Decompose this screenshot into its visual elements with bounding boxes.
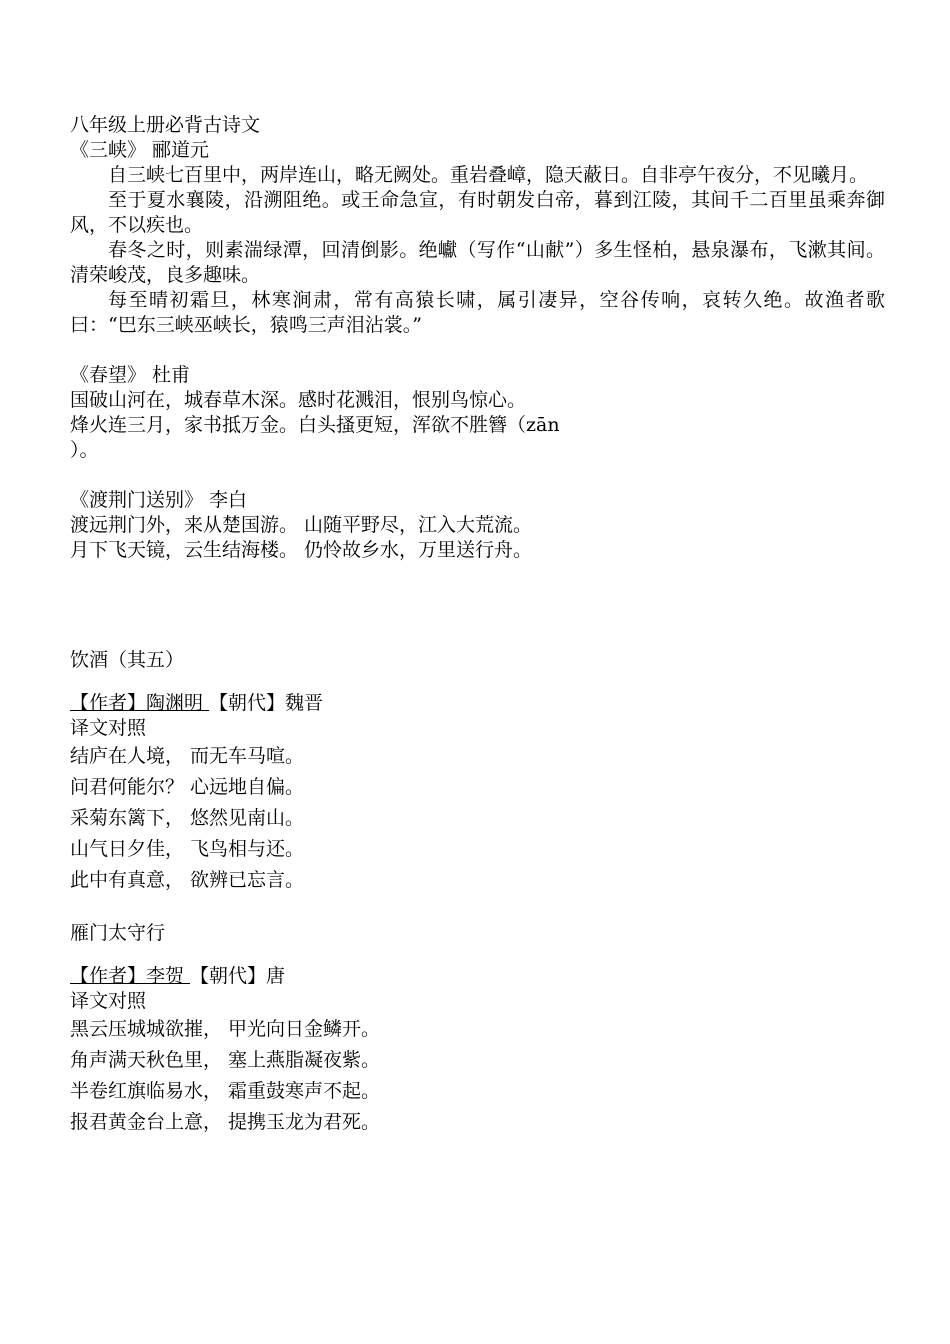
yanmen-line-2: 角声满天秋色里， 塞上燕脂凝夜紫。 xyxy=(70,1049,381,1071)
dujingmen-heading: 《渡荆门送别》 李白 xyxy=(70,489,248,511)
yanmen-title: 雁门太守行 xyxy=(70,922,166,944)
yinjiu-dynasty: 【朝代】魏晋 xyxy=(209,692,324,714)
document-title: 八年级上册必背古诗文 xyxy=(70,114,261,136)
chunwang-line-3: ）。 xyxy=(70,439,99,461)
yinjiu-author-link[interactable]: 【作者】陶渊明 xyxy=(70,692,210,714)
sanxia-paragraph-3: 春冬之时，则素湍绿潭，回清倒影。绝巘（写作“山献”）多生怪柏，悬泉瀑布，飞漱其间。清荣峻茂，良多趣味。 xyxy=(70,239,885,286)
yanmen-meta xyxy=(70,964,885,989)
yinjiu-line-3: 采菊东篱下， 悠然见南山。 xyxy=(70,807,305,829)
yanmen-line-3: 半卷红旗临易水， 霜重鼓寒声不起。 xyxy=(70,1080,381,1102)
yinjiu-line-2: 问君何能尔？ 心远地自偏。 xyxy=(70,776,305,798)
yanmen-author-link[interactable]: 【作者】李贺 xyxy=(70,965,191,987)
chunwang-line-2: 烽火连三月，家书抵万金。白头搔更短，浑欲不胜簪（zān xyxy=(70,414,560,436)
yinjiu-line-5: 此中有真意， 欲辨已忘言。 xyxy=(70,869,305,891)
yinjiu-translation-label: 译文对照 xyxy=(70,717,147,739)
sanxia-heading: 《三峡》 郦道元 xyxy=(70,139,210,161)
dujingmen-line-1: 渡远荆门外，来从楚国游。 山随平野尽，江入大荒流。 xyxy=(70,514,533,536)
dujingmen-line-2: 月下飞天镜，云生结海楼。 仍怜故乡水，万里送行舟。 xyxy=(70,539,533,561)
document-page xyxy=(70,113,885,1138)
yanmen-dynasty: 【朝代】唐 xyxy=(190,965,286,987)
yinjiu-meta xyxy=(70,691,885,716)
sanxia-paragraph-2: 至于夏水襄陵，沿溯阻绝。或王命急宣，有时朝发白帝，暮到江陵，其间千二百里虽乘奔御风，不以疾也。 xyxy=(70,189,885,236)
sanxia-paragraph-4: 每至晴初霜旦，林寒涧肃，常有高猿长啸，属引凄异，空谷传响，哀转久绝。故渔者歌曰：“巴东三峡巫峡长，猿鸣三声泪沾裳。” xyxy=(70,289,885,336)
yinjiu-line-1: 结庐在人境， 而无车马喧。 xyxy=(70,745,305,767)
sanxia-paragraph-1: 自三峡七百里中，两岸连山，略无阙处。重岩叠嶂，隐天蔽日。自非亭午夜分，不见曦月。 xyxy=(108,164,869,186)
yinjiu-title: 饮酒（其五） xyxy=(70,649,185,671)
chunwang-heading: 《春望》 杜甫 xyxy=(70,364,191,386)
yanmen-line-4: 报君黄金台上意， 提携玉龙为君死。 xyxy=(70,1111,381,1133)
yanmen-line-1: 黑云压城城欲摧， 甲光向日金鳞开。 xyxy=(70,1018,381,1040)
yinjiu-line-4: 山气日夕佳， 飞鸟相与还。 xyxy=(70,838,305,860)
chunwang-line-1: 国破山河在，城春草木深。感时花溅泪，恨别鸟惊心。 xyxy=(70,389,527,411)
yanmen-translation-label: 译文对照 xyxy=(70,990,147,1012)
